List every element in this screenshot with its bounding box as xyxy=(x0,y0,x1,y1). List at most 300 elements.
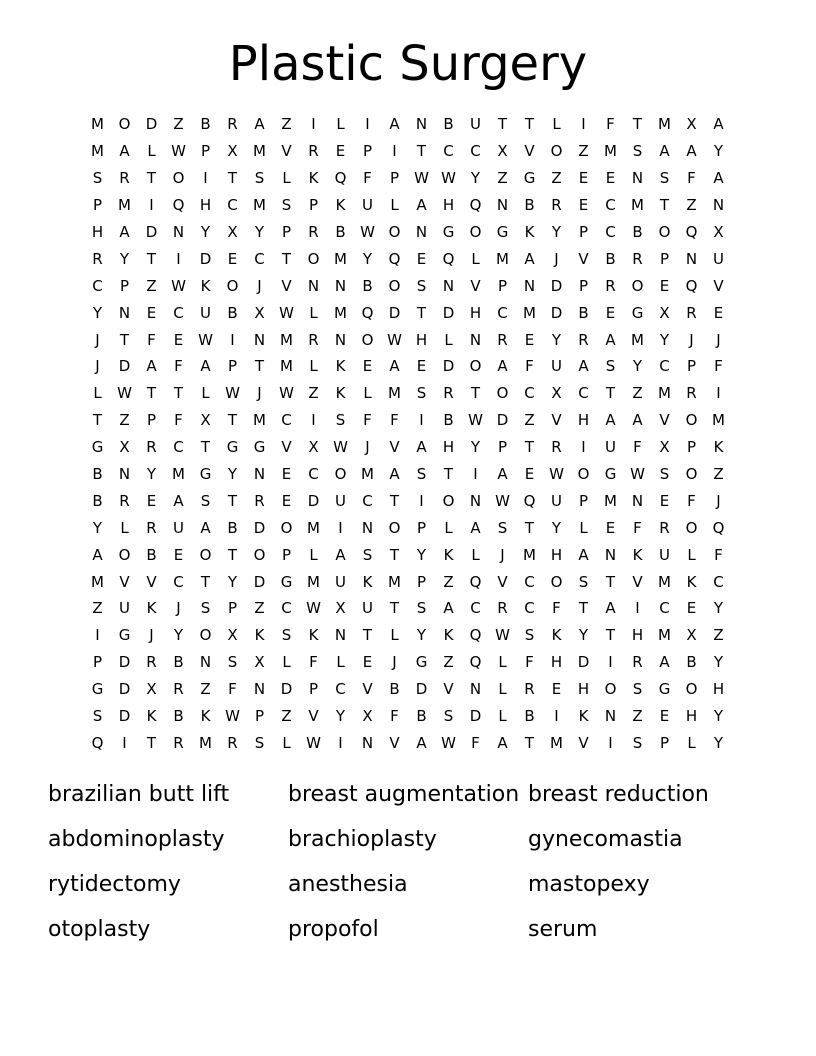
grid-letter[interactable]: P xyxy=(281,545,292,564)
grid-letter[interactable]: T xyxy=(578,599,589,618)
grid-letter[interactable]: O xyxy=(199,626,212,645)
grid-letter[interactable]: G xyxy=(604,465,617,484)
grid-letter[interactable]: O xyxy=(685,465,698,484)
grid-letter[interactable]: L xyxy=(282,169,291,188)
grid-letter[interactable]: J xyxy=(257,276,262,295)
grid-letter[interactable]: V xyxy=(362,680,373,699)
grid-letter[interactable]: O xyxy=(496,384,509,403)
grid-letter[interactable]: N xyxy=(415,115,428,134)
grid-letter[interactable]: O xyxy=(469,357,482,376)
grid-letter[interactable]: M xyxy=(307,572,320,591)
grid-letter[interactable]: U xyxy=(119,599,130,618)
grid-letter[interactable]: M xyxy=(496,249,509,268)
grid-letter[interactable]: Z xyxy=(497,169,508,188)
grid-letter[interactable]: O xyxy=(550,572,563,591)
grid-letter[interactable]: C xyxy=(173,572,184,591)
grid-letter[interactable]: I xyxy=(608,733,613,752)
grid-letter[interactable]: K xyxy=(308,169,319,188)
grid-letter[interactable]: T xyxy=(497,115,508,134)
grid-letter[interactable]: K xyxy=(335,384,346,403)
grid-letter[interactable]: I xyxy=(230,330,235,349)
grid-letter[interactable]: N xyxy=(307,276,320,295)
grid-letter[interactable]: T xyxy=(470,384,481,403)
grid-letter[interactable]: Q xyxy=(361,303,374,322)
grid-letter[interactable]: W xyxy=(171,142,186,161)
grid-letter[interactable]: R xyxy=(146,653,157,672)
grid-letter[interactable]: M xyxy=(253,142,266,161)
grid-letter[interactable]: A xyxy=(200,357,211,376)
grid-letter[interactable]: F xyxy=(390,411,399,430)
grid-letter[interactable]: P xyxy=(497,438,508,457)
grid-letter[interactable]: W xyxy=(279,384,294,403)
grid-letter[interactable]: K xyxy=(200,707,211,726)
grid-letter[interactable]: R xyxy=(443,384,454,403)
grid-letter[interactable]: F xyxy=(606,115,615,134)
grid-letter[interactable]: Y xyxy=(632,357,643,376)
grid-letter[interactable]: Q xyxy=(388,249,401,268)
grid-letter[interactable]: S xyxy=(416,599,427,618)
grid-letter[interactable]: P xyxy=(200,142,211,161)
grid-letter[interactable]: T xyxy=(389,545,400,564)
grid-letter[interactable]: Z xyxy=(200,680,211,699)
grid-letter[interactable]: N xyxy=(253,330,266,349)
grid-letter[interactable]: E xyxy=(362,357,373,376)
grid-letter[interactable]: T xyxy=(227,169,238,188)
grid-letter[interactable]: M xyxy=(91,142,104,161)
grid-letter[interactable]: O xyxy=(631,276,644,295)
grid-letter[interactable]: C xyxy=(443,142,454,161)
grid-letter[interactable]: I xyxy=(365,115,370,134)
grid-letter[interactable]: D xyxy=(145,223,158,241)
grid-letter[interactable]: K xyxy=(335,196,346,215)
grid-letter[interactable]: Q xyxy=(685,276,698,295)
grid-letter[interactable]: R xyxy=(686,303,697,322)
grid-letter[interactable]: A xyxy=(443,599,454,618)
grid-letter[interactable]: C xyxy=(227,196,238,215)
grid-letter[interactable]: S xyxy=(92,707,103,726)
grid-letter[interactable]: Y xyxy=(335,707,346,726)
grid-letter[interactable]: A xyxy=(173,491,184,510)
grid-letter[interactable]: J xyxy=(716,491,721,510)
grid-letter[interactable]: T xyxy=(632,115,643,134)
grid-letter[interactable]: M xyxy=(280,330,293,349)
grid-letter[interactable]: S xyxy=(362,545,373,564)
grid-letter[interactable]: M xyxy=(388,572,401,591)
grid-letter[interactable]: U xyxy=(200,303,211,322)
grid-letter[interactable]: O xyxy=(685,680,698,699)
grid-letter[interactable]: Y xyxy=(713,653,724,672)
grid-letter[interactable]: R xyxy=(227,115,238,134)
grid-letter[interactable]: N xyxy=(442,276,455,295)
grid-letter[interactable]: F xyxy=(471,733,480,752)
grid-letter[interactable]: W xyxy=(360,223,375,241)
grid-letter[interactable]: L xyxy=(498,653,507,672)
grid-letter[interactable]: M xyxy=(334,303,347,322)
grid-letter[interactable]: Z xyxy=(524,411,535,430)
grid-letter[interactable]: G xyxy=(658,680,671,699)
grid-letter[interactable]: H xyxy=(577,680,590,699)
grid-letter[interactable]: D xyxy=(415,680,428,699)
grid-letter[interactable]: D xyxy=(253,572,266,591)
grid-letter[interactable]: P xyxy=(659,733,670,752)
grid-letter[interactable]: S xyxy=(659,169,670,188)
grid-letter[interactable]: L xyxy=(579,518,588,537)
grid-letter[interactable]: M xyxy=(307,518,320,537)
grid-letter[interactable]: E xyxy=(605,518,616,537)
grid-letter[interactable]: A xyxy=(605,411,616,430)
grid-letter[interactable]: P xyxy=(92,653,103,672)
grid-letter[interactable]: M xyxy=(604,142,617,161)
grid-letter[interactable]: U xyxy=(335,572,346,591)
grid-letter[interactable]: R xyxy=(632,249,643,268)
grid-letter[interactable]: L xyxy=(687,733,696,752)
grid-letter[interactable]: A xyxy=(578,545,589,564)
grid-letter[interactable]: L xyxy=(498,680,507,699)
grid-letter[interactable]: Y xyxy=(470,438,481,457)
grid-letter[interactable]: M xyxy=(658,115,671,134)
grid-letter[interactable]: Z xyxy=(146,276,157,295)
grid-letter[interactable]: B xyxy=(524,196,535,215)
grid-letter[interactable]: M xyxy=(388,384,401,403)
grid-letter[interactable]: T xyxy=(254,357,265,376)
grid-letter[interactable]: H xyxy=(631,626,644,645)
grid-letter[interactable]: B xyxy=(578,303,589,322)
grid-letter[interactable]: M xyxy=(658,626,671,645)
grid-letter[interactable]: M xyxy=(361,465,374,484)
grid-letter[interactable]: X xyxy=(200,411,211,430)
grid-letter[interactable]: Z xyxy=(254,599,265,618)
grid-letter[interactable]: S xyxy=(632,733,643,752)
grid-letter[interactable]: N xyxy=(118,465,131,484)
grid-letter[interactable]: P xyxy=(308,196,319,215)
grid-letter[interactable]: P xyxy=(308,680,319,699)
grid-letter[interactable]: C xyxy=(173,303,184,322)
grid-letter[interactable]: J xyxy=(554,249,559,268)
grid-letter[interactable]: C xyxy=(497,303,508,322)
grid-letter[interactable]: O xyxy=(442,491,455,510)
grid-letter[interactable]: K xyxy=(146,599,157,618)
grid-letter[interactable]: U xyxy=(659,545,670,564)
grid-letter[interactable]: I xyxy=(338,733,343,752)
grid-letter[interactable]: I xyxy=(419,491,424,510)
grid-letter[interactable]: N xyxy=(172,223,185,241)
grid-letter[interactable]: Z xyxy=(443,572,454,591)
grid-letter[interactable]: B xyxy=(605,249,616,268)
grid-letter[interactable]: V xyxy=(281,142,292,161)
grid-letter[interactable]: T xyxy=(524,518,535,537)
grid-letter[interactable]: I xyxy=(311,115,316,134)
grid-letter[interactable]: F xyxy=(552,599,561,618)
grid-letter[interactable]: N xyxy=(631,169,644,188)
grid-letter[interactable]: E xyxy=(659,707,670,726)
grid-letter[interactable]: N xyxy=(253,680,266,699)
grid-letter[interactable]: G xyxy=(199,465,212,484)
grid-letter[interactable]: X xyxy=(551,384,562,403)
grid-letter[interactable]: V xyxy=(389,438,400,457)
grid-letter[interactable]: E xyxy=(146,491,157,510)
grid-letter[interactable]: D xyxy=(253,518,266,537)
grid-letter[interactable]: F xyxy=(363,169,372,188)
grid-letter[interactable]: S xyxy=(416,465,427,484)
grid-letter[interactable]: D xyxy=(118,707,131,726)
grid-letter[interactable]: B xyxy=(227,303,238,322)
grid-letter[interactable]: F xyxy=(390,707,399,726)
grid-letter[interactable]: Q xyxy=(685,223,698,241)
grid-letter[interactable]: Q xyxy=(712,518,725,537)
grid-letter[interactable]: J xyxy=(392,653,397,672)
grid-letter[interactable]: T xyxy=(443,465,454,484)
grid-letter[interactable]: I xyxy=(311,411,316,430)
grid-letter[interactable]: S xyxy=(416,384,427,403)
grid-letter[interactable]: C xyxy=(524,599,535,618)
grid-letter[interactable]: Y xyxy=(119,249,130,268)
grid-letter[interactable]: T xyxy=(146,249,157,268)
grid-letter[interactable]: U xyxy=(551,357,562,376)
grid-letter[interactable]: A xyxy=(254,115,265,134)
grid-letter[interactable]: T xyxy=(173,384,184,403)
grid-letter[interactable]: Y xyxy=(416,626,427,645)
grid-letter[interactable]: W xyxy=(117,384,132,403)
grid-letter[interactable]: K xyxy=(335,357,346,376)
grid-letter[interactable]: E xyxy=(659,491,670,510)
grid-letter[interactable]: C xyxy=(713,572,724,591)
grid-letter[interactable]: J xyxy=(716,330,721,349)
grid-letter[interactable]: L xyxy=(282,653,291,672)
grid-letter[interactable]: D xyxy=(307,491,320,510)
grid-letter[interactable]: Y xyxy=(146,465,157,484)
grid-letter[interactable]: L xyxy=(309,545,318,564)
grid-letter[interactable]: O xyxy=(685,518,698,537)
grid-letter[interactable]: V xyxy=(497,572,508,591)
grid-letter[interactable]: E xyxy=(227,249,238,268)
grid-letter[interactable]: Y xyxy=(713,599,724,618)
grid-letter[interactable]: S xyxy=(335,411,346,430)
grid-letter[interactable]: K xyxy=(254,626,265,645)
grid-letter[interactable]: X xyxy=(362,707,373,726)
grid-letter[interactable]: T xyxy=(605,626,616,645)
grid-letter[interactable]: O xyxy=(604,680,617,699)
grid-letter[interactable]: R xyxy=(119,169,130,188)
grid-letter[interactable]: K xyxy=(551,626,562,645)
grid-letter[interactable]: M xyxy=(550,733,563,752)
grid-letter[interactable]: J xyxy=(95,330,100,349)
grid-letter[interactable]: S xyxy=(92,169,103,188)
grid-letter[interactable]: M xyxy=(523,303,536,322)
grid-letter[interactable]: T xyxy=(200,572,211,591)
grid-letter[interactable]: X xyxy=(119,438,130,457)
grid-letter[interactable]: V xyxy=(578,733,589,752)
grid-letter[interactable]: K xyxy=(578,707,589,726)
grid-letter[interactable]: W xyxy=(279,303,294,322)
grid-letter[interactable]: L xyxy=(687,545,696,564)
grid-letter[interactable]: D xyxy=(442,303,455,322)
grid-letter[interactable]: Y xyxy=(254,223,265,241)
grid-letter[interactable]: I xyxy=(581,115,586,134)
grid-letter[interactable]: U xyxy=(605,438,616,457)
grid-letter[interactable]: P xyxy=(659,249,670,268)
grid-letter[interactable]: E xyxy=(416,357,427,376)
grid-letter[interactable]: N xyxy=(604,545,617,564)
grid-letter[interactable]: R xyxy=(659,518,670,537)
grid-letter[interactable]: I xyxy=(581,438,586,457)
grid-letter[interactable]: Z xyxy=(173,115,184,134)
grid-letter[interactable]: X xyxy=(227,223,238,241)
grid-letter[interactable]: H xyxy=(442,438,455,457)
grid-letter[interactable]: N xyxy=(496,196,509,215)
grid-letter[interactable]: W xyxy=(495,626,510,645)
grid-letter[interactable]: N xyxy=(604,707,617,726)
grid-letter[interactable]: M xyxy=(631,330,644,349)
grid-letter[interactable]: P xyxy=(389,169,400,188)
grid-letter[interactable]: N xyxy=(334,626,347,645)
grid-letter[interactable]: Z xyxy=(281,707,292,726)
grid-letter[interactable]: Q xyxy=(334,169,347,188)
grid-letter[interactable]: D xyxy=(496,411,509,430)
grid-letter[interactable]: W xyxy=(306,599,321,618)
grid-letter[interactable]: A xyxy=(119,223,130,241)
grid-letter[interactable]: J xyxy=(149,626,154,645)
grid-letter[interactable]: I xyxy=(338,518,343,537)
grid-letter[interactable]: L xyxy=(201,384,210,403)
grid-letter[interactable]: N xyxy=(253,465,266,484)
grid-letter[interactable]: E xyxy=(362,653,373,672)
grid-letter[interactable]: F xyxy=(147,330,156,349)
grid-letter[interactable]: F xyxy=(687,169,696,188)
grid-letter[interactable]: T xyxy=(281,249,292,268)
grid-letter[interactable]: X xyxy=(335,599,346,618)
grid-letter[interactable]: H xyxy=(199,196,212,215)
grid-letter[interactable]: F xyxy=(525,357,534,376)
grid-letter[interactable]: S xyxy=(200,599,211,618)
grid-letter[interactable]: A xyxy=(632,411,643,430)
grid-letter[interactable]: P xyxy=(578,276,589,295)
grid-letter[interactable]: D xyxy=(442,357,455,376)
grid-letter[interactable]: T xyxy=(227,491,238,510)
grid-letter[interactable]: H xyxy=(469,303,482,322)
grid-letter[interactable]: L xyxy=(147,142,156,161)
grid-letter[interactable]: Z xyxy=(443,653,454,672)
grid-letter[interactable]: D xyxy=(550,276,563,295)
grid-letter[interactable]: J xyxy=(176,599,181,618)
grid-letter[interactable]: A xyxy=(200,518,211,537)
grid-letter[interactable]: E xyxy=(524,465,535,484)
grid-letter[interactable]: T xyxy=(200,438,211,457)
grid-letter[interactable]: F xyxy=(174,411,183,430)
grid-letter[interactable]: K xyxy=(686,572,697,591)
grid-letter[interactable]: B xyxy=(173,707,184,726)
grid-letter[interactable]: G xyxy=(226,438,239,457)
grid-letter[interactable]: X xyxy=(146,680,157,699)
grid-letter[interactable]: E xyxy=(173,545,184,564)
grid-letter[interactable]: Y xyxy=(551,518,562,537)
grid-letter[interactable]: D xyxy=(388,303,401,322)
grid-letter[interactable]: X xyxy=(659,438,670,457)
grid-letter[interactable]: T xyxy=(146,733,157,752)
grid-letter[interactable]: C xyxy=(524,572,535,591)
grid-letter[interactable]: B xyxy=(389,680,400,699)
grid-letter[interactable]: C xyxy=(362,491,373,510)
grid-letter[interactable]: G xyxy=(442,223,455,241)
grid-letter[interactable]: B xyxy=(362,276,373,295)
grid-letter[interactable]: T xyxy=(416,142,427,161)
grid-letter[interactable]: R xyxy=(551,196,562,215)
grid-letter[interactable]: N xyxy=(631,491,644,510)
grid-letter[interactable]: R xyxy=(146,518,157,537)
grid-letter[interactable]: L xyxy=(471,249,480,268)
grid-letter[interactable]: F xyxy=(633,518,642,537)
grid-letter[interactable]: T xyxy=(146,169,157,188)
grid-letter[interactable]: M xyxy=(658,572,671,591)
grid-letter[interactable]: I xyxy=(473,465,478,484)
grid-letter[interactable]: Y xyxy=(470,169,481,188)
grid-letter[interactable]: H xyxy=(442,196,455,215)
grid-letter[interactable]: X xyxy=(254,653,265,672)
grid-letter[interactable]: A xyxy=(335,545,346,564)
grid-letter[interactable]: C xyxy=(254,249,265,268)
grid-letter[interactable]: S xyxy=(524,626,535,645)
grid-letter[interactable]: U xyxy=(173,518,184,537)
grid-letter[interactable]: T xyxy=(605,572,616,591)
grid-letter[interactable]: A xyxy=(605,330,616,349)
grid-letter[interactable]: S xyxy=(254,169,265,188)
grid-letter[interactable]: R xyxy=(146,438,157,457)
grid-letter[interactable]: B xyxy=(173,653,184,672)
grid-letter[interactable]: U xyxy=(551,491,562,510)
grid-letter[interactable]: R xyxy=(551,438,562,457)
grid-letter[interactable]: I xyxy=(392,142,397,161)
grid-letter[interactable]: R xyxy=(308,142,319,161)
grid-letter[interactable]: R xyxy=(119,491,130,510)
grid-letter[interactable]: G xyxy=(631,303,644,322)
grid-letter[interactable]: O xyxy=(307,249,320,268)
grid-letter[interactable]: E xyxy=(659,276,670,295)
grid-letter[interactable]: A xyxy=(389,357,400,376)
grid-letter[interactable]: N xyxy=(361,518,374,537)
grid-letter[interactable]: O xyxy=(577,465,590,484)
grid-letter[interactable]: E xyxy=(605,303,616,322)
grid-letter[interactable]: P xyxy=(416,572,427,591)
grid-letter[interactable]: L xyxy=(552,115,561,134)
grid-letter[interactable]: I xyxy=(419,411,424,430)
grid-letter[interactable]: F xyxy=(687,491,696,510)
grid-letter[interactable]: A xyxy=(578,357,589,376)
grid-letter[interactable]: H xyxy=(550,653,563,672)
grid-letter[interactable]: I xyxy=(149,196,154,215)
grid-letter[interactable]: S xyxy=(659,465,670,484)
grid-letter[interactable]: B xyxy=(686,653,697,672)
grid-letter[interactable]: A xyxy=(416,733,427,752)
grid-letter[interactable]: N xyxy=(469,330,482,349)
grid-letter[interactable]: B xyxy=(200,115,211,134)
grid-letter[interactable]: O xyxy=(199,545,212,564)
grid-letter[interactable]: Y xyxy=(713,733,724,752)
grid-letter[interactable]: T xyxy=(524,438,535,457)
grid-letter[interactable]: E xyxy=(524,330,535,349)
grid-letter[interactable]: H xyxy=(685,707,698,726)
grid-letter[interactable]: Y xyxy=(713,142,724,161)
grid-letter[interactable]: J xyxy=(365,438,370,457)
grid-letter[interactable]: V xyxy=(281,438,292,457)
grid-letter[interactable]: Q xyxy=(469,653,482,672)
grid-letter[interactable]: L xyxy=(93,384,102,403)
grid-letter[interactable]: W xyxy=(630,465,645,484)
grid-letter[interactable]: X xyxy=(254,303,265,322)
grid-letter[interactable]: V xyxy=(659,411,670,430)
grid-letter[interactable]: D xyxy=(469,707,482,726)
grid-letter[interactable]: C xyxy=(578,384,589,403)
grid-letter[interactable]: C xyxy=(659,357,670,376)
grid-letter[interactable]: V xyxy=(119,572,130,591)
